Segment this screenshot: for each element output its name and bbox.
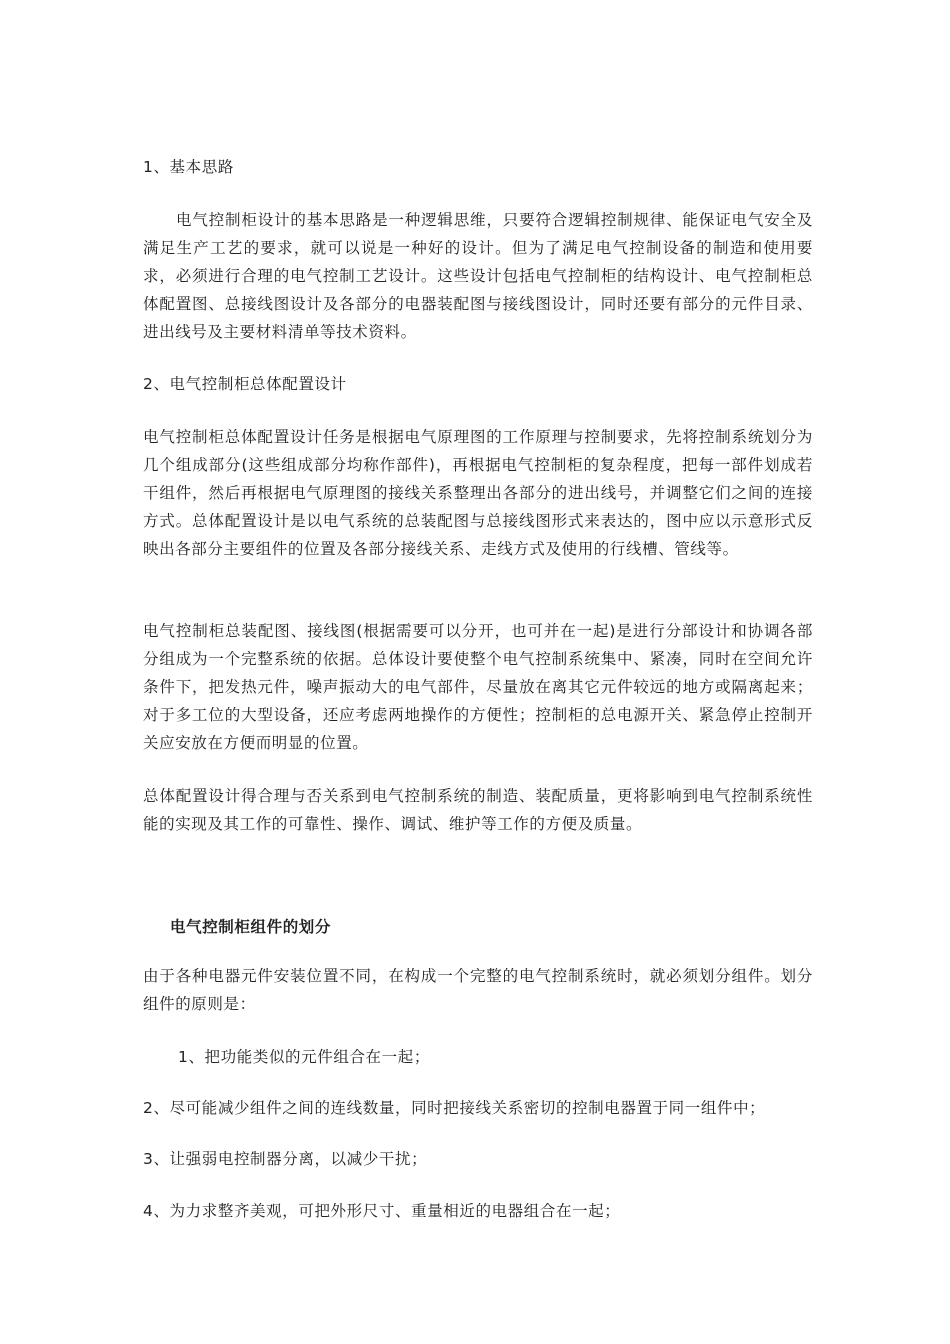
section2-paragraph-1: 电气控制柜总体配置设计任务是根据电气原理图的工作原理与控制要求，先将控制系统划分为几个组成部分(这些组成部分均称作部件)，再根据电气控制柜的复杂程度，把每一部件划成若干组件，然后再根据电气原理图的接线关系整理出各部分的进出线号，并调整它们之间的连接方式。总体配置设计是以电气系统的总装配图与总接线图形式来表达的，图中应以示意形式反映出各部分主要组件的位置及各部分接线关系、走线方式及使用的行线槽、管线等。 <box>143 428 813 558</box>
section2-paragraph-2: 电气控制柜总装配图、接线图(根据需要可以分开，也可并在一起)是进行分部设计和协调各部分组成为一个完整系统的依据。总体设计要使整个电气控制系统集中、紧凑，同时在空间允许条件下，把发热元件，噪声振动大的电气部件，尽量放在离其它元件较远的地方或隔离起来；对于多工位的大型设备，还应考虑两地操作的方便性；控制柜的总电源开关、紧急停止控制开关应安放在方便而明显的位置。 <box>143 622 814 752</box>
section3-heading: 电气控制柜组件的划分 <box>170 918 332 936</box>
section1-paragraph: 电气控制柜设计的基本思路是一种逻辑思维，只要符合逻辑控制规律、能保证电气安全及满足生产工艺的要求，就可以说是一种好的设计。但为了满足电气控制设备的制造和使用要求，必须进行合理的电气控制工艺设计。这些设计包括电气控制柜的结构设计、电气控制柜总体配置图、总接线图设计及各部分的电器装配图与接线图设计，同时还要有部分的元件目录、进出线号及主要材料清单等技术资料。 <box>143 211 813 341</box>
list-item-3: 3、让强弱电控制器分离，以减少干扰； <box>143 1150 428 1168</box>
section2-paragraph-3: 总体配置设计得合理与否关系到电气控制系统的制造、装配质量，更将影响到电气控制系统性能的实现及其工作的可靠性、操作、调试、维护等工作的方便及质量。 <box>143 787 813 833</box>
list-item-1: 1、把功能类似的元件组合在一起； <box>178 1048 430 1066</box>
list-item-2: 2、尽可能减少组件之间的连线数量，同时把接线关系密切的控制电器置于同一组件中； <box>143 1099 766 1117</box>
section3-intro: 由于各种电器元件安装位置不同，在构成一个完整的电气控制系统时，就必须划分组件。划分组件的原则是： <box>143 967 813 1013</box>
section1-heading: 1、基本思路 <box>143 158 234 176</box>
section2-heading: 2、电气控制柜总体配置设计 <box>143 375 347 393</box>
list-item-4: 4、为力求整齐美观，可把外形尺寸、重量相近的电器组合在一起； <box>143 1202 621 1220</box>
